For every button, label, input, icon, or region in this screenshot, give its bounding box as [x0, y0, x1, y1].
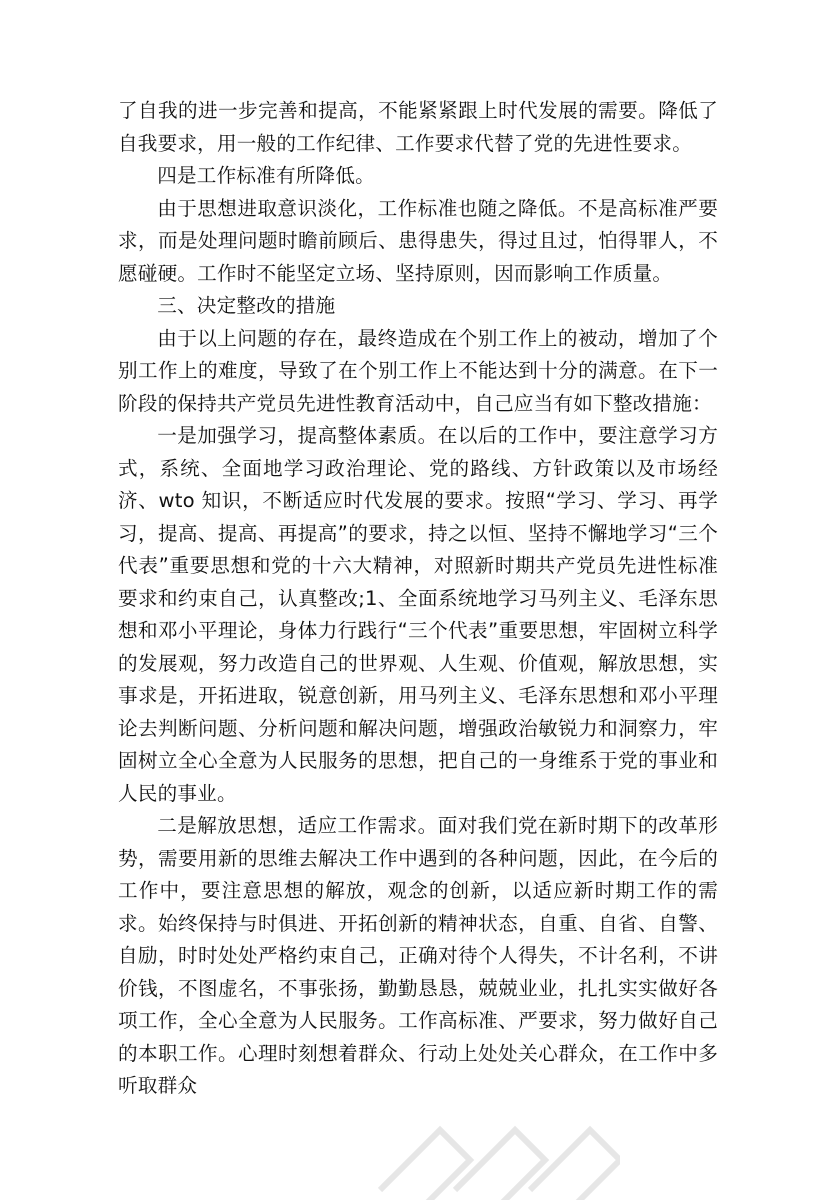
section-three-heading: 三、决定整改的措施 — [157, 294, 336, 317]
paragraph-point-four-body: 由于思想进取意识淡化，工作标准也随之降低。不是高标准严要求，而是处理问题时瞻前顾后、患得患失，得过且过，怕得罪人，不愿碰硬。工作时不能坚定立场、坚持原则，因而影响工作质量。 — [118, 196, 718, 285]
paragraph-continuation: 了自我的进一步完善和提高，不能紧紧跟上时代发展的需要。降低了自我要求，用一般的工作纪律、工作要求代替了党的先进性要求。 — [118, 99, 718, 155]
paragraph-measure-two: 二是解放思想，适应工作需求。面对我们党在新时期下的改革形势，需要用新的思维去解决工作中遇到的各种问题，因此，在今后的工作中，要注意思想的解放，观念的创新，以适应新时期工作的需求。始终保持与时俱进、开拓创新的精神状态，自重、自省、自警、自励，时时处处严格约束自己，正确对待个人得失，不计名利，不讲价钱，不图虚名，不事张扬，勤勤恳恳，兢兢业业，扎扎实实做好各项工作，全心全意为人民服务。工作高标准、严要求，努力做好自己的本职工作。心理时刻想着群众、行动上处处关心群众，在工作中多听取群众 — [118, 814, 718, 1097]
document-body — [118, 95, 718, 1103]
paragraph-section-three-intro: 由于以上问题的存在，最终造成在个别工作上的被动，增加了个别工作上的难度，导致了在个别工作上不能达到十分的满意。在下一阶段的保持共产党员先进性教育活动中，自己应当有如下整改措施： — [118, 326, 718, 415]
paragraph-point-four-heading: 四是工作标准有所降低。 — [157, 164, 375, 187]
paragraph-measure-one: 一是加强学习，提高整体素质。在以后的工作中，要注意学习方式，系统、全面地学习政治理论、党的路线、方针政策以及市场经济、wto 知识，不断适应时代发展的要求。按照“学习、学习、再学习，提高、提高、再提高”的要求，持之以恒、坚持不懈地学习“三个代表”重要思想和党的十六大精神，对照新时期共产党员先进性标准要求和约束自己，认真整改;1、全面系统地学习马列主义、毛泽东思想和邓小平理论，身体力行践行“三个代表”重要思想，牢固树立科学的发展观，努力改造自己的世界观、人生观、价值观，解放思想，实事求是，开拓进取，锐意创新，用马列主义、毛泽东思想和邓小平理论去判断问题、分析问题和解决问题，增强政治敏锐力和洞察力，牢固树立全心全意为人民服务的思想，把自己的一身维系于党的事业和人民的事业。 — [118, 424, 718, 805]
